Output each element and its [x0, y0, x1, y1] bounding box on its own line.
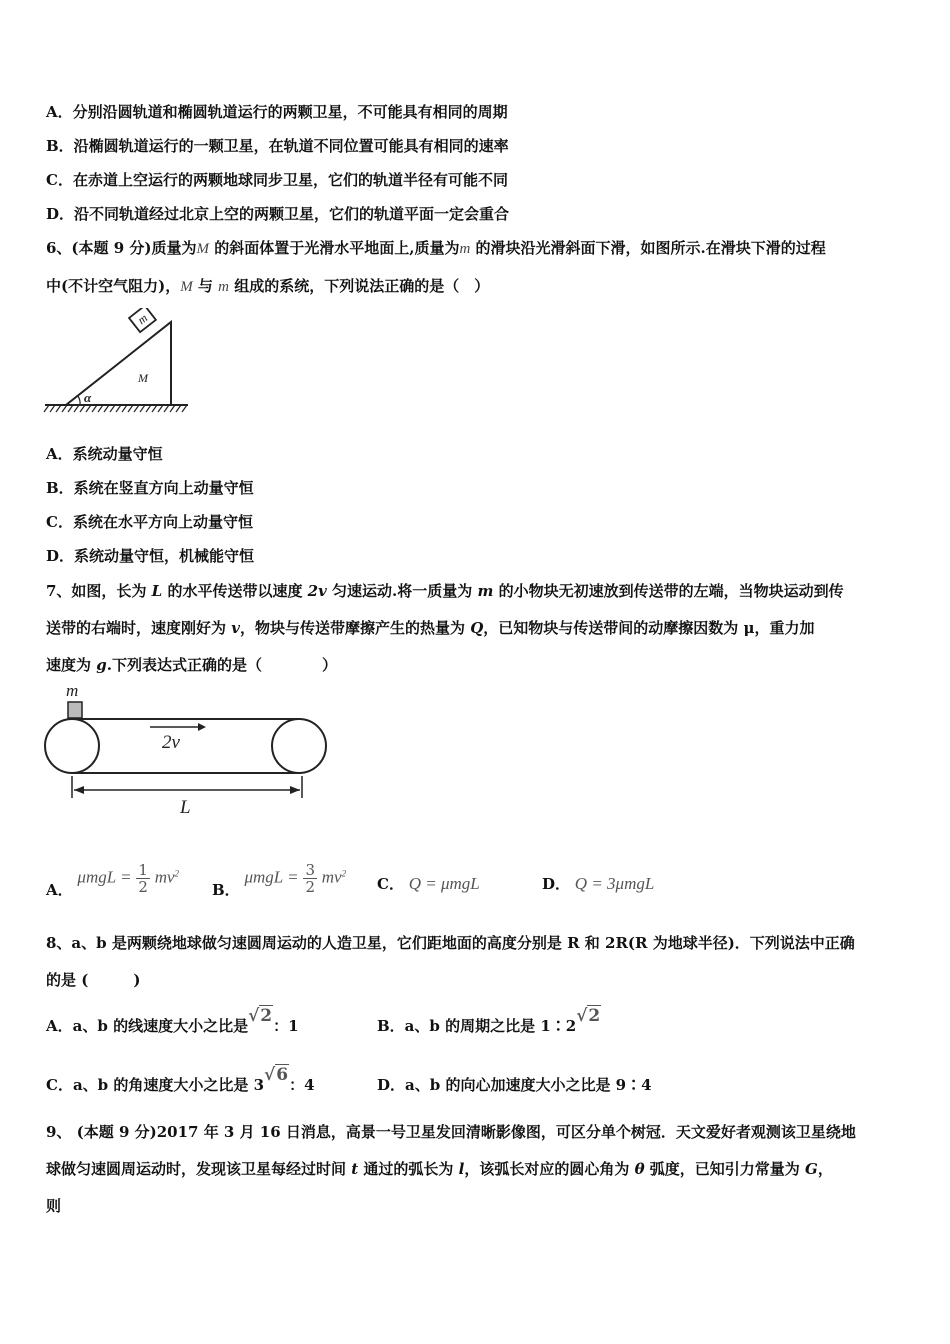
q5-option-c: C．在赤道上空运行的两颗地球同步卫星，它们的轨道半径有可能不同	[46, 171, 508, 189]
ground-hatching	[44, 405, 188, 412]
q8-stem-line1: 8、a、b 是两颗绕地球做匀速圆周运动的人造卫星，它们距地面的高度分别是 R 和 2R(R 为地球半径)．下列说法中正确	[46, 934, 855, 952]
angle-arc	[78, 396, 80, 405]
block-label: m	[134, 310, 151, 328]
q5-option-a: A．分别沿圆轨道和椭圆轨道运行的两颗卫星，不可能具有相同的周期	[46, 103, 508, 121]
speed-label: 2v	[162, 732, 180, 753]
q8-option-a: A．a、b 的线速度大小之比是√2：1	[46, 1006, 299, 1035]
q7-option-a: A． μmgL = $\frac{1}{2}$ $mv^2$	[46, 861, 180, 899]
mass-block	[68, 702, 82, 718]
q6-option-c: C．系统在水平方向上动量守恒	[46, 513, 253, 531]
q6-option-b: B．系统在竖直方向上动量守恒	[46, 479, 254, 497]
conveyor-figure	[40, 680, 340, 820]
incline-body	[66, 322, 171, 405]
angle-label: α	[84, 390, 92, 405]
var-m: m	[459, 241, 471, 257]
q7-option-c: C． Q = μmgL	[377, 874, 480, 893]
sqrt-icon: √6	[264, 1065, 289, 1085]
q7-stem-line3: 速度为 g.下列表达式正确的是（ ）	[46, 656, 337, 674]
right-pulley	[272, 719, 326, 773]
q7-option-d: D． Q = 3μmgL	[542, 874, 655, 893]
q8-option-b: B．a、b 的周期之比是 1∶2√2	[377, 1006, 601, 1035]
q8-option-c: C．a、b 的角速度大小之比是 3√6：4	[46, 1065, 315, 1094]
q9-stem-line3: 则	[46, 1197, 62, 1215]
q7-option-b: B． μmgL = $\frac{3}{2}$ $mv^2$	[212, 861, 347, 899]
length-label: L	[180, 797, 191, 818]
sqrt-icon: √2	[248, 1006, 273, 1026]
q6-stem-line1: 6、(本题 9 分)质量为M 的斜面体置于光滑水平地面上,质量为m 的滑块沿光滑斜面下滑，如图所示.在滑块下滑的过程	[46, 239, 826, 257]
q6-option-d: D．系统动量守恒，机械能守恒	[46, 547, 255, 565]
q5-option-b: B．沿椭圆轨道运行的一颗卫星，在轨道不同位置可能具有相同的速率	[46, 137, 509, 155]
mass-label: m	[66, 681, 79, 700]
left-pulley	[45, 719, 99, 773]
q6-option-a: A．系统动量守恒	[46, 445, 163, 463]
velocity-arrowhead	[198, 723, 206, 731]
sqrt-icon: √2	[576, 1006, 601, 1026]
q8-stem-line2: 的是 ( )	[46, 971, 141, 989]
q7-stem-line2: 送带的右端时，速度刚好为 v，物块与传送带摩擦产生的热量为 Q，已知物块与传送带间的动摩擦因数为 μ，重力加	[46, 619, 815, 637]
dim-arrow-left	[74, 786, 84, 794]
q8-option-d: D．a、b 的向心加速度大小之比是 9∶4	[377, 1076, 652, 1094]
q7-stem-line1: 7、如图，长为 L 的水平传送带以速度 2v 匀速运动.将一质量为 m 的小物块无初速放到传送带的左端，当物块运动到传	[46, 582, 844, 600]
q9-stem-line1: 9、 (本题 9 分)2017 年 3 月 16 日消息，高景一号卫星发回清晰影像图，可区分单个树冠．天文爱好者观测该卫星绕地	[46, 1123, 856, 1141]
var-M: M	[196, 241, 210, 257]
q9-stem-line2: 球做匀速圆周运动时，发现该卫星每经过时间 t 通过的弧长为 l，该弧长对应的圆心角为 θ 弧度，已知引力常量为 G，	[46, 1160, 833, 1178]
incline-label: M	[138, 371, 148, 385]
dim-arrow-right	[290, 786, 300, 794]
incline-figure	[40, 308, 200, 418]
q6-stem-line2: 中(不计空气阻力)，M 与 m 组成的系统，下列说法正确的是（ ）	[46, 277, 490, 295]
q5-option-d: D．沿不同轨道经过北京上空的两颗卫星，它们的轨道平面一定会重合	[46, 205, 510, 223]
